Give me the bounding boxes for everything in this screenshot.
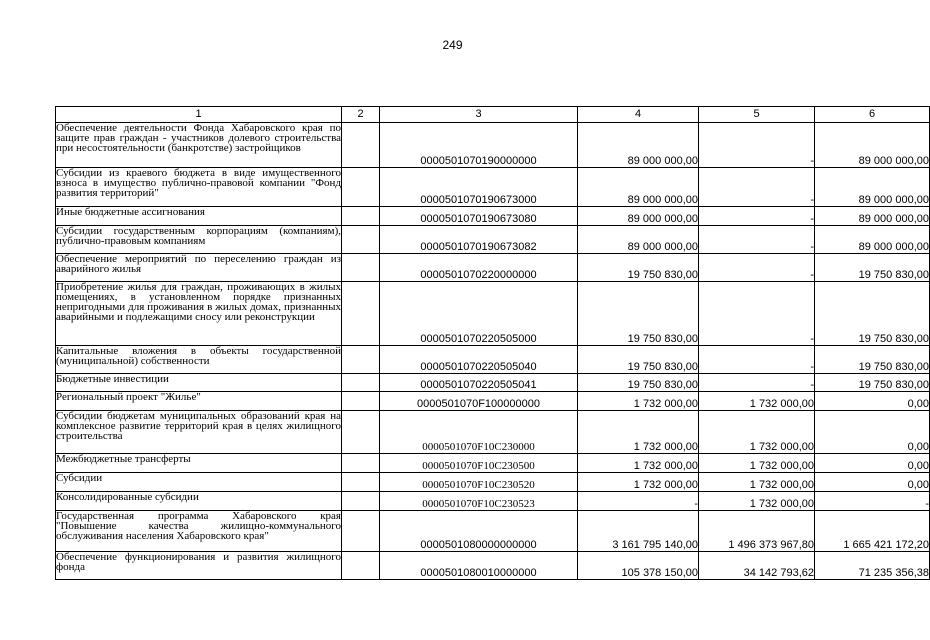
- row-code: 0000501070220000000: [380, 254, 578, 282]
- row-code: 0000501070F10C230500: [380, 454, 578, 473]
- row-value-4: 19 750 830,00: [578, 374, 699, 392]
- row-col2: [342, 392, 380, 411]
- table-header-row: [56, 107, 930, 123]
- row-name: Капитальные вложения в объекты государственной (муниципальной) собственности: [56, 346, 342, 374]
- row-col2: [342, 411, 380, 454]
- row-value-4: 1 732 000,00: [578, 392, 699, 411]
- row-code: 0000501070190673082: [380, 226, 578, 254]
- row-col2: [342, 282, 380, 346]
- header-col-1: 1: [56, 107, 342, 123]
- row-name: Консолидированные субсидии: [56, 492, 342, 511]
- row-value-6: 89 000 000,00: [815, 207, 930, 226]
- row-value-4: 89 000 000,00: [578, 207, 699, 226]
- row-value-6: 19 750 830,00: [815, 282, 930, 346]
- row-name: Субсидии государственным корпорациям (компаниям), публично-правовым компаниям: [56, 226, 342, 254]
- row-value-6: 0,00: [815, 454, 930, 473]
- row-value-5: 1 732 000,00: [699, 392, 815, 411]
- row-value-5: 1 732 000,00: [699, 473, 815, 492]
- row-col2: [342, 473, 380, 492]
- row-code: 0000501070220505000: [380, 282, 578, 346]
- row-col2: [342, 511, 380, 552]
- row-code: 0000501070190000000: [380, 123, 578, 168]
- table-row: [56, 392, 930, 411]
- table-row: [56, 226, 930, 254]
- row-value-5: 34 142 793,62: [699, 552, 815, 580]
- row-value-5: -: [699, 254, 815, 282]
- table-row: [56, 511, 930, 552]
- row-value-5: 1 732 000,00: [699, 411, 815, 454]
- row-value-5: 1 496 373 967,80: [699, 511, 815, 552]
- row-col2: [342, 168, 380, 207]
- table-row: [56, 207, 930, 226]
- row-name: Бюджетные инвестиции: [56, 374, 342, 392]
- row-name: Иные бюджетные ассигнования: [56, 207, 342, 226]
- row-value-4: 89 000 000,00: [578, 123, 699, 168]
- row-value-5: 1 732 000,00: [699, 492, 815, 511]
- row-col2: [342, 123, 380, 168]
- row-value-5: -: [699, 123, 815, 168]
- row-value-4: 1 732 000,00: [578, 473, 699, 492]
- row-value-6: 0,00: [815, 411, 930, 454]
- header-col-6: 6: [815, 107, 930, 123]
- row-name: Обеспечение мероприятий по переселению граждан из аварийного жилья: [56, 254, 342, 282]
- table-row: [56, 282, 930, 346]
- row-value-5: -: [699, 168, 815, 207]
- row-value-5: 1 732 000,00: [699, 454, 815, 473]
- row-col2: [342, 492, 380, 511]
- row-value-4: 89 000 000,00: [578, 168, 699, 207]
- row-value-6: 19 750 830,00: [815, 374, 930, 392]
- table-row: [56, 492, 930, 511]
- row-name: Приобретение жилья для граждан, проживающих в жилых помещениях, в установленном порядке признанных непригодными для проживания в жилых домах, признанных аварийными и подлежащими сносу или реконструкции: [56, 282, 342, 346]
- budget-table: [55, 106, 930, 580]
- table-row: [56, 411, 930, 454]
- row-value-4: 19 750 830,00: [578, 346, 699, 374]
- row-col2: [342, 226, 380, 254]
- row-col2: [342, 374, 380, 392]
- page-number: 249: [442, 38, 463, 52]
- row-code: 0000501080010000000: [380, 552, 578, 580]
- row-value-6: 89 000 000,00: [815, 226, 930, 254]
- row-value-4: -: [578, 492, 699, 511]
- row-value-6: 1 665 421 172,20: [815, 511, 930, 552]
- row-value-4: 1 732 000,00: [578, 411, 699, 454]
- row-value-4: 19 750 830,00: [578, 254, 699, 282]
- header-col-3: 3: [380, 107, 578, 123]
- row-value-5: -: [699, 282, 815, 346]
- table-row: [56, 168, 930, 207]
- table-row: [56, 123, 930, 168]
- row-name: Межбюджетные трансферты: [56, 454, 342, 473]
- header-col-5: 5: [699, 107, 815, 123]
- header-col-4: 4: [578, 107, 699, 123]
- row-value-4: 105 378 150,00: [578, 552, 699, 580]
- row-code: 0000501070220505041: [380, 374, 578, 392]
- row-name: Субсидии: [56, 473, 342, 492]
- row-name: Региональный проект "Жилье": [56, 392, 342, 411]
- row-value-4: 89 000 000,00: [578, 226, 699, 254]
- table-row: [56, 552, 930, 580]
- row-col2: [342, 454, 380, 473]
- table-row: [56, 254, 930, 282]
- row-value-5: -: [699, 226, 815, 254]
- row-name: Обеспечение функционирования и развития жилищного фонда: [56, 552, 342, 580]
- row-col2: [342, 254, 380, 282]
- row-code: 0000501070F100000000: [380, 392, 578, 411]
- row-value-4: 19 750 830,00: [578, 282, 699, 346]
- row-value-4: 3 161 795 140,00: [578, 511, 699, 552]
- row-value-4: 1 732 000,00: [578, 454, 699, 473]
- row-value-6: -: [815, 492, 930, 511]
- row-code: 0000501070220505040: [380, 346, 578, 374]
- row-value-6: 0,00: [815, 392, 930, 411]
- table-row: [56, 346, 930, 374]
- row-code: 0000501080000000000: [380, 511, 578, 552]
- row-value-5: -: [699, 374, 815, 392]
- row-name: Обеспечение деятельности Фонда Хабаровского края по защите прав граждан - участников долевого строительства при несостоятельности (банкротстве) застройщиков: [56, 123, 342, 168]
- table-row: [56, 374, 930, 392]
- header-col-2: 2: [342, 107, 380, 123]
- row-value-6: 0,00: [815, 473, 930, 492]
- row-name: Субсидии из краевого бюджета в виде имущественного взноса в имущество публично-правовой компании "Фонд развития территорий": [56, 168, 342, 207]
- table-row: [56, 473, 930, 492]
- row-code: 0000501070F10C230520: [380, 473, 578, 492]
- row-value-6: 71 235 356,38: [815, 552, 930, 580]
- row-value-6: 19 750 830,00: [815, 254, 930, 282]
- row-col2: [342, 346, 380, 374]
- row-col2: [342, 207, 380, 226]
- table-row: [56, 454, 930, 473]
- row-value-5: -: [699, 346, 815, 374]
- row-code: 0000501070F10C230000: [380, 411, 578, 454]
- row-name: Субсидии бюджетам муниципальных образований края на комплексное развитие территорий края в целях жилищного строительства: [56, 411, 342, 454]
- row-name: Государственная программа Хабаровского края "Повышение качества жилищно-коммунального обслуживания населения Хабаровского края": [56, 511, 342, 552]
- row-code: 0000501070190673080: [380, 207, 578, 226]
- row-code: 0000501070190673000: [380, 168, 578, 207]
- row-col2: [342, 552, 380, 580]
- row-value-6: 89 000 000,00: [815, 168, 930, 207]
- row-code: 0000501070F10C230523: [380, 492, 578, 511]
- row-value-6: 89 000 000,00: [815, 123, 930, 168]
- row-value-5: -: [699, 207, 815, 226]
- row-value-6: 19 750 830,00: [815, 346, 930, 374]
